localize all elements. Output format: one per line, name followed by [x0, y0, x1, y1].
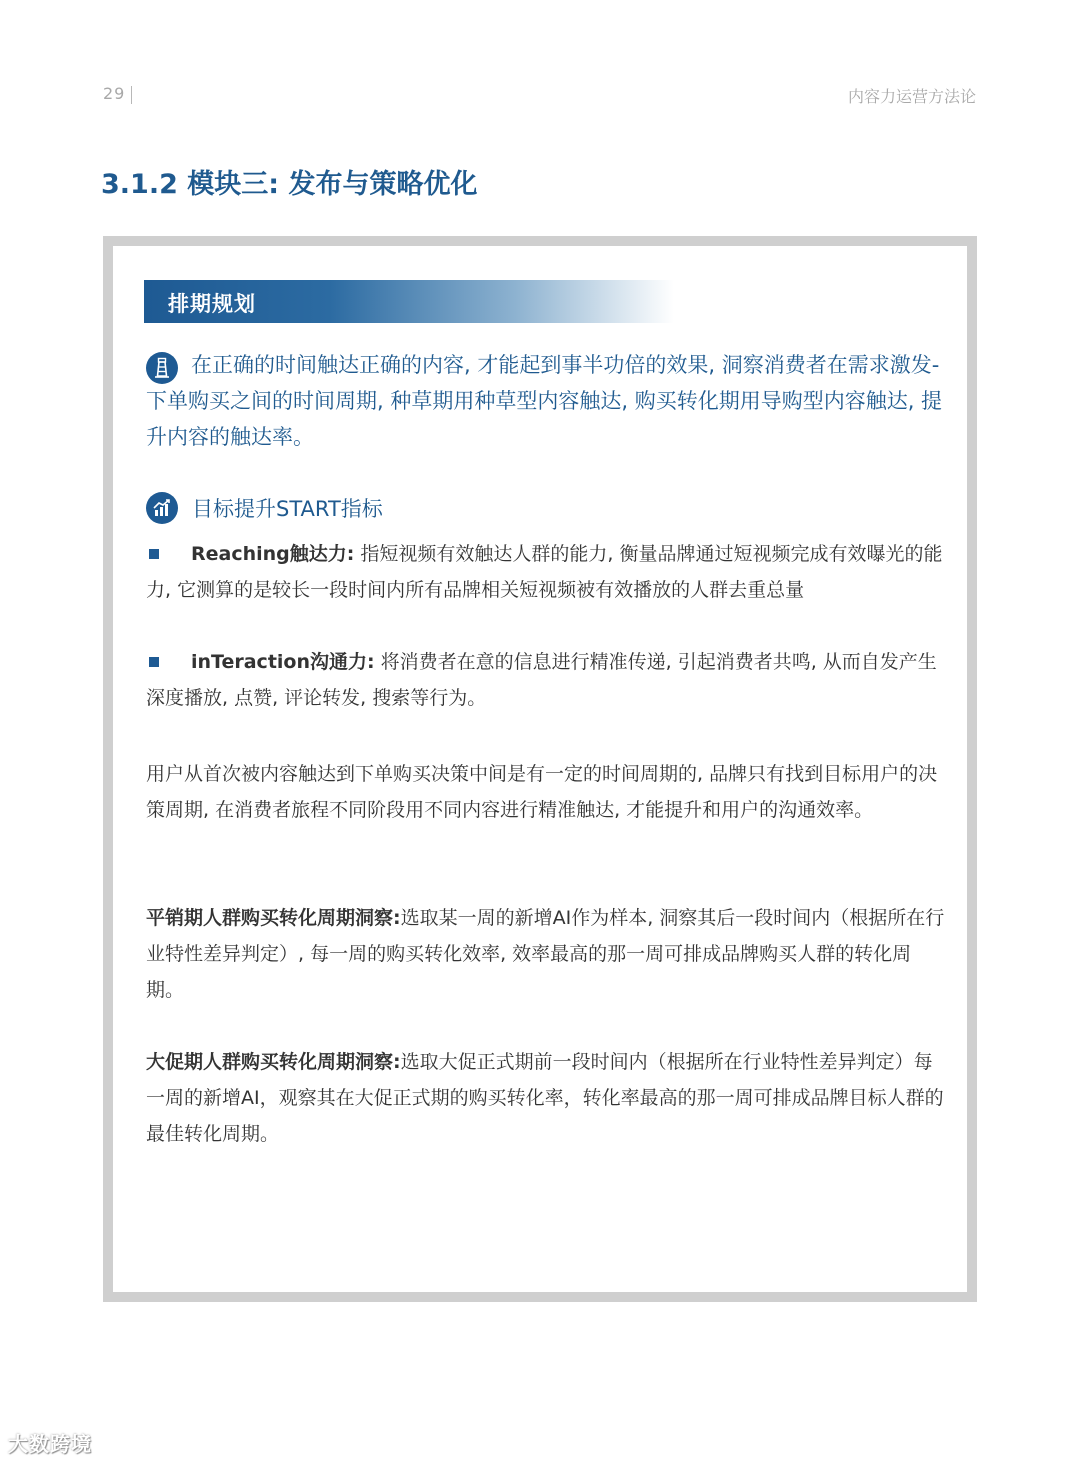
paragraph-text: 选取大促正式期前一段时间内（根据所在行业特性差异判定）每一周的新增AI，观察其在大促正式期的购买转化率，转化率最高的那一周可排成品牌目标人群的最佳转化周期。 — [146, 1051, 944, 1145]
paragraph-promotion-period — [146, 1044, 946, 1152]
running-title: 内容力运营方法论 — [847, 87, 976, 106]
intro-text: 在正确的时间触达正确的内容, 才能起到事半功倍的效果, 洞察消费者在需求激发-下单购买之间的时间周期, 种草期用种草型内容触达, 购买转化期用导购型内容触达, 提升内容的触达率。 — [146, 353, 943, 449]
metric-reaching — [146, 536, 946, 608]
content-panel — [113, 246, 967, 1292]
paragraph-text: 选取某一周的新增AI作为样本, 洞察其后一段时间内（根据所在行业特性差异判定）, 每一周的购买转化效率, 效率最高的那一周可排成品牌购买人群的转化周期。 — [146, 907, 945, 1001]
metric-interaction — [146, 644, 946, 716]
page-number-divider — [131, 86, 132, 104]
paragraph-label: 平销期人群购买转化周期洞察: — [146, 907, 401, 929]
section-banner — [144, 280, 674, 323]
paragraph-decision-cycle: 用户从首次被内容触达到下单购买决策中间是有一定的时间周期的, 品牌只有找到目标用户的决策周期, 在消费者旅程不同阶段用不同内容进行精准触达, 才能提升和用户的沟通效率。 — [146, 763, 938, 821]
paragraph-regular-period — [146, 900, 946, 1008]
metric-label: Reaching触达力: — [191, 543, 355, 565]
page-number: 29 — [103, 84, 126, 103]
metric-label: inTeraction沟通力: — [191, 651, 375, 673]
banner-label: 排期规划 — [168, 292, 256, 316]
growth-chart-icon — [146, 492, 178, 524]
goal-title: 目标提升START指标 — [192, 497, 383, 521]
content-frame — [103, 236, 977, 1302]
watermark: 大数跨境 — [8, 1432, 92, 1456]
section-title: 3.1.2 模块三: 发布与策略优化 — [101, 169, 478, 200]
metric-text: 指短视频有效触达人群的能力, 衡量品牌通过短视频完成有效曝光的能力, 它测算的是较长一段时间内所有品牌相关短视频被有效播放的人群去重总量 — [146, 543, 943, 601]
metric-text: 将消费者在意的信息进行精准传递, 引起消费者共鸣, 从而自发产生深度播放, 点赞, 评论转发, 搜索等行为。 — [146, 651, 937, 709]
paragraph-label: 大促期人群购买转化周期洞察: — [146, 1051, 401, 1073]
